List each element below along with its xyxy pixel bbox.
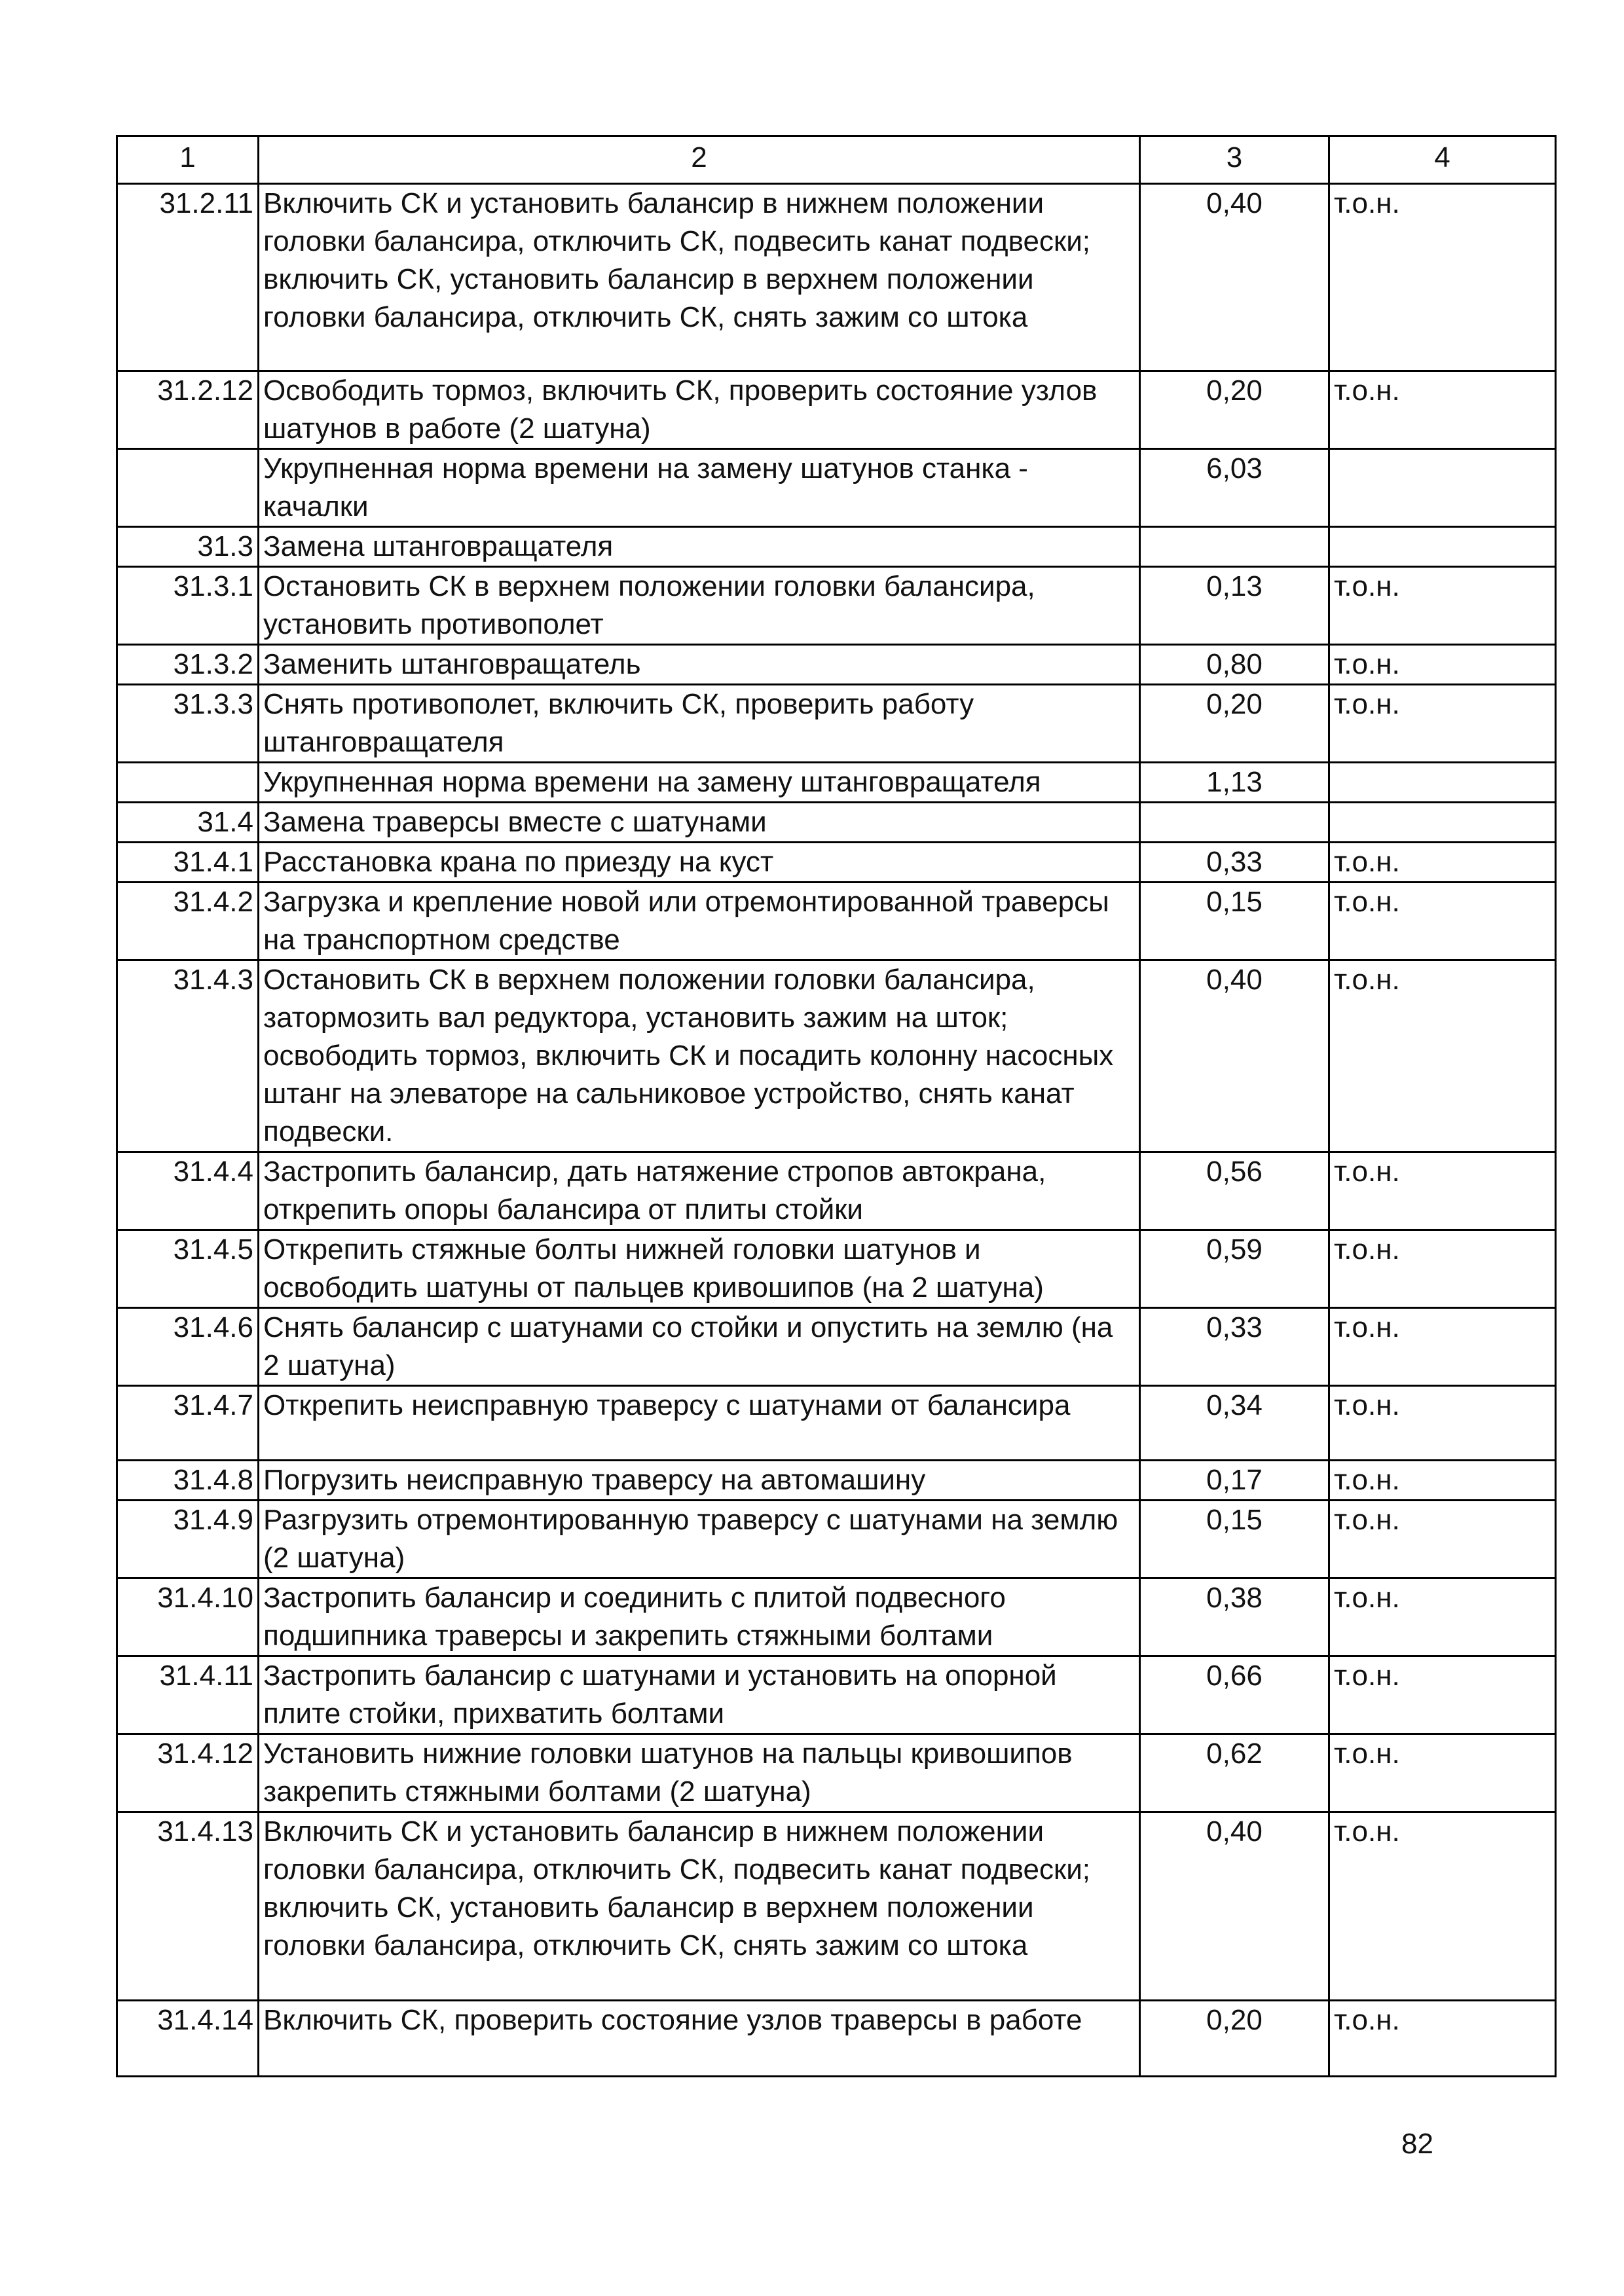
row-number: 31.4.7 bbox=[117, 1386, 259, 1461]
row-time-norm: 0,38 bbox=[1140, 1578, 1329, 1656]
row-unit: т.о.н. bbox=[1329, 1578, 1556, 1656]
row-time-norm bbox=[1140, 803, 1329, 843]
row-number: 31.4.1 bbox=[117, 843, 259, 883]
row-time-norm: 0,20 bbox=[1140, 371, 1329, 449]
table-row bbox=[117, 1812, 1556, 2001]
row-number: 31.4.6 bbox=[117, 1308, 259, 1386]
row-time-norm bbox=[1140, 527, 1329, 567]
column-number-row bbox=[117, 136, 1556, 184]
row-number: 31.3 bbox=[117, 527, 259, 567]
row-time-norm: 0,20 bbox=[1140, 685, 1329, 763]
row-operation: Заменить штанговращатель bbox=[259, 645, 1140, 685]
row-number: 31.2.11 bbox=[117, 184, 259, 371]
row-operation: Замена траверсы вместе с шатунами bbox=[259, 803, 1140, 843]
table-row bbox=[117, 1656, 1556, 1734]
row-unit: т.о.н. bbox=[1329, 1501, 1556, 1578]
row-time-norm: 0,13 bbox=[1140, 567, 1329, 645]
row-time-norm: 0,15 bbox=[1140, 883, 1329, 960]
column-number-3: 3 bbox=[1140, 136, 1329, 184]
row-unit: т.о.н. bbox=[1329, 883, 1556, 960]
row-operation: Остановить СК в верхнем положении головки балансира, затормозить вал редуктора, установить зажим на шток; освободить тормоз, включить СК и посадить колонну насосных штанг на элеваторе на сальниковое устройство, снять канат подвески. bbox=[259, 960, 1140, 1152]
table-row bbox=[117, 449, 1556, 527]
table-row bbox=[117, 2001, 1556, 2077]
row-unit: т.о.н. bbox=[1329, 1461, 1556, 1501]
row-operation: Застропить балансир и соединить с плитой подвесного подшипника траверсы и закрепить стяжными болтами bbox=[259, 1578, 1140, 1656]
table-row bbox=[117, 763, 1556, 803]
norms-table-body bbox=[117, 136, 1556, 2077]
table-row bbox=[117, 960, 1556, 1152]
row-operation: Открепить неисправную траверсу с шатунами от балансира bbox=[259, 1386, 1140, 1461]
row-unit: т.о.н. bbox=[1329, 960, 1556, 1152]
table-row bbox=[117, 685, 1556, 763]
row-operation: Включить СК, проверить состояние узлов траверсы в работе bbox=[259, 2001, 1140, 2077]
row-time-norm: 0,17 bbox=[1140, 1461, 1329, 1501]
row-unit bbox=[1329, 763, 1556, 803]
row-unit: т.о.н. bbox=[1329, 2001, 1556, 2077]
column-number-4: 4 bbox=[1329, 136, 1556, 184]
row-time-norm: 0,20 bbox=[1140, 2001, 1329, 2077]
row-time-norm: 0,62 bbox=[1140, 1734, 1329, 1812]
row-unit: т.о.н. bbox=[1329, 645, 1556, 685]
row-number: 31.4.5 bbox=[117, 1230, 259, 1308]
row-unit: т.о.н. bbox=[1329, 1308, 1556, 1386]
row-unit: т.о.н. bbox=[1329, 371, 1556, 449]
row-time-norm: 0,33 bbox=[1140, 1308, 1329, 1386]
page-number: 82 bbox=[1401, 2128, 1433, 2160]
row-unit: т.о.н. bbox=[1329, 1812, 1556, 2001]
row-unit bbox=[1329, 803, 1556, 843]
table-row bbox=[117, 1308, 1556, 1386]
row-operation: Установить нижние головки шатунов на пальцы кривошипов закрепить стяжными болтами (2 шатуна) bbox=[259, 1734, 1140, 1812]
row-number bbox=[117, 449, 259, 527]
row-number: 31.4.2 bbox=[117, 883, 259, 960]
row-number: 31.4.12 bbox=[117, 1734, 259, 1812]
row-number: 31.4.14 bbox=[117, 2001, 259, 2077]
row-operation: Разгрузить отремонтированную траверсу с шатунами на землю (2 шатуна) bbox=[259, 1501, 1140, 1578]
row-time-norm: 0,15 bbox=[1140, 1501, 1329, 1578]
row-unit bbox=[1329, 527, 1556, 567]
row-number: 31.4.3 bbox=[117, 960, 259, 1152]
norms-table bbox=[116, 135, 1557, 2077]
table-row bbox=[117, 645, 1556, 685]
table-row bbox=[117, 567, 1556, 645]
row-operation: Открепить стяжные болты нижней головки шатунов и освободить шатуны от пальцев кривошипов (на 2 шатуна) bbox=[259, 1230, 1140, 1308]
table-row bbox=[117, 1461, 1556, 1501]
table-row bbox=[117, 1230, 1556, 1308]
row-time-norm: 0,40 bbox=[1140, 960, 1329, 1152]
row-unit: т.о.н. bbox=[1329, 843, 1556, 883]
row-number: 31.4.13 bbox=[117, 1812, 259, 2001]
row-operation: Снять балансир с шатунами со стойки и опустить на землю (на 2 шатуна) bbox=[259, 1308, 1140, 1386]
table-row bbox=[117, 843, 1556, 883]
row-operation: Укрупненная норма времени на замену штанговращателя bbox=[259, 763, 1140, 803]
row-number: 31.3.3 bbox=[117, 685, 259, 763]
row-number: 31.2.12 bbox=[117, 371, 259, 449]
table-row bbox=[117, 1152, 1556, 1230]
row-unit: т.о.н. bbox=[1329, 1734, 1556, 1812]
row-unit bbox=[1329, 449, 1556, 527]
table-row bbox=[117, 883, 1556, 960]
row-number bbox=[117, 763, 259, 803]
row-unit: т.о.н. bbox=[1329, 1656, 1556, 1734]
row-unit: т.о.н. bbox=[1329, 1230, 1556, 1308]
row-number: 31.4.9 bbox=[117, 1501, 259, 1578]
row-operation: Загрузка и крепление новой или отремонтированной траверсы на транспортном средстве bbox=[259, 883, 1140, 960]
row-operation: Освободить тормоз, включить СК, проверить состояние узлов шатунов в работе (2 шатуна) bbox=[259, 371, 1140, 449]
table-row bbox=[117, 1578, 1556, 1656]
row-unit: т.о.н. bbox=[1329, 1386, 1556, 1461]
row-number: 31.3.2 bbox=[117, 645, 259, 685]
row-number: 31.4 bbox=[117, 803, 259, 843]
row-number: 31.4.11 bbox=[117, 1656, 259, 1734]
row-time-norm: 0,33 bbox=[1140, 843, 1329, 883]
row-time-norm: 0,66 bbox=[1140, 1656, 1329, 1734]
row-operation: Остановить СК в верхнем положении головки балансира, установить противополет bbox=[259, 567, 1140, 645]
row-time-norm: 0,80 bbox=[1140, 645, 1329, 685]
row-number: 31.4.8 bbox=[117, 1461, 259, 1501]
row-operation: Расстановка крана по приезду на куст bbox=[259, 843, 1140, 883]
row-unit: т.о.н. bbox=[1329, 567, 1556, 645]
row-time-norm: 0,56 bbox=[1140, 1152, 1329, 1230]
table-row bbox=[117, 371, 1556, 449]
row-number: 31.4.10 bbox=[117, 1578, 259, 1656]
table-row bbox=[117, 184, 1556, 371]
row-unit: т.о.н. bbox=[1329, 685, 1556, 763]
table-row bbox=[117, 803, 1556, 843]
row-time-norm: 0,40 bbox=[1140, 1812, 1329, 2001]
table-row bbox=[117, 1501, 1556, 1578]
column-number-2: 2 bbox=[259, 136, 1140, 184]
row-time-norm: 0,59 bbox=[1140, 1230, 1329, 1308]
row-operation: Включить СК и установить балансир в нижнем положении головки балансира, отключить СК, подвесить канат подвески; включить СК, установить балансир в верхнем положении головки балансира, отключить СК, снять зажим со штока bbox=[259, 1812, 1140, 2001]
row-operation: Включить СК и установить балансир в нижнем положении головки балансира, отключить СК, подвесить канат подвески; включить СК, установить балансир в верхнем положении головки балансира, отключить СК, снять зажим со штока bbox=[259, 184, 1140, 371]
row-unit: т.о.н. bbox=[1329, 1152, 1556, 1230]
row-number: 31.3.1 bbox=[117, 567, 259, 645]
row-operation: Снять противополет, включить СК, проверить работу штанговращателя bbox=[259, 685, 1140, 763]
row-operation: Застропить балансир с шатунами и установить на опорной плите стойки, прихватить болтами bbox=[259, 1656, 1140, 1734]
table-row bbox=[117, 1734, 1556, 1812]
row-time-norm: 0,40 bbox=[1140, 184, 1329, 371]
row-operation: Укрупненная норма времени на замену шатунов станка - качалки bbox=[259, 449, 1140, 527]
column-number-1: 1 bbox=[117, 136, 259, 184]
row-number: 31.4.4 bbox=[117, 1152, 259, 1230]
row-time-norm: 1,13 bbox=[1140, 763, 1329, 803]
row-time-norm: 6,03 bbox=[1140, 449, 1329, 527]
row-operation: Замена штанговращателя bbox=[259, 527, 1140, 567]
row-unit: т.о.н. bbox=[1329, 184, 1556, 371]
row-operation: Погрузить неисправную траверсу на автомашину bbox=[259, 1461, 1140, 1501]
row-operation: Застропить балансир, дать натяжение стропов автокрана, открепить опоры балансира от плиты стойки bbox=[259, 1152, 1140, 1230]
table-row bbox=[117, 527, 1556, 567]
table-row bbox=[117, 1386, 1556, 1461]
row-time-norm: 0,34 bbox=[1140, 1386, 1329, 1461]
